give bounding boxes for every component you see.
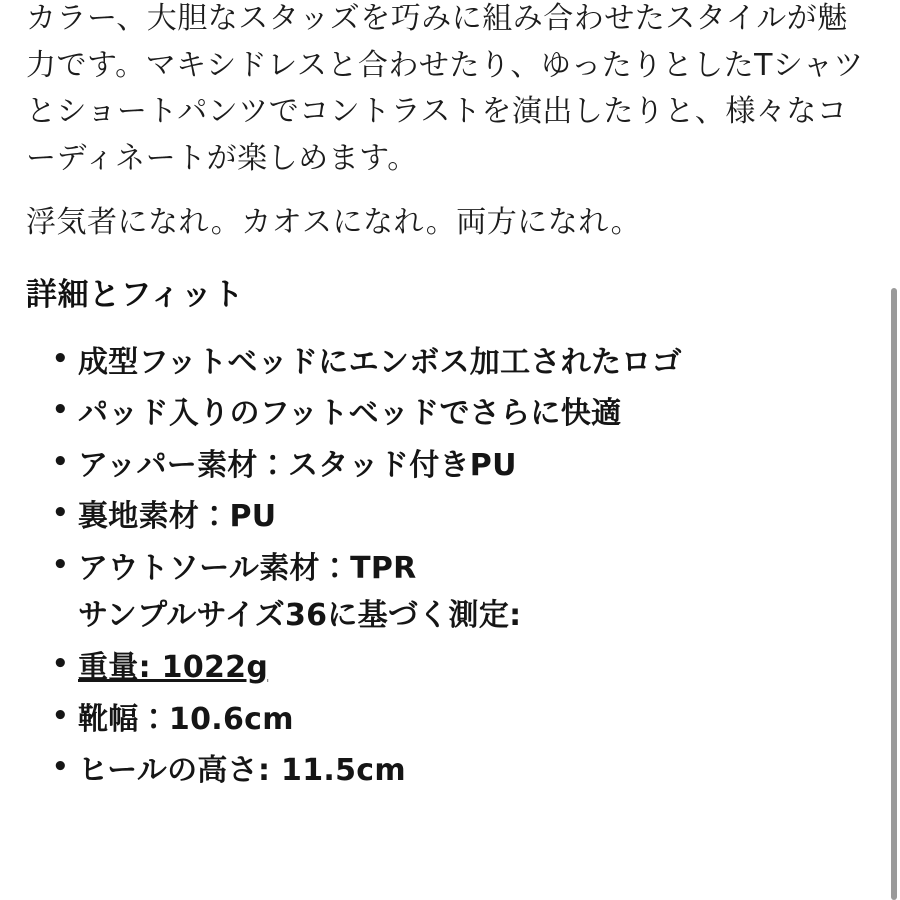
tagline-paragraph: 浮気者になれ。カオスになれ。両方になれ。: [26, 205, 642, 240]
list-item-label: 裏地素材：PU: [78, 499, 277, 535]
list-item-label: ヒールの高さ: 11.5cm: [78, 753, 406, 789]
list-item-label: 靴幅：10.6cm: [78, 701, 294, 737]
list-item: [52, 443, 874, 489]
bullet-icon: •: [52, 649, 69, 680]
list-item: [52, 340, 874, 386]
bullet-icon: •: [52, 498, 69, 529]
list-item: [52, 391, 874, 437]
list-item: [52, 645, 874, 691]
list-item: [52, 748, 874, 794]
list-item-label: アッパー素材：スタッド付きPU: [78, 447, 517, 483]
measurement-note: サンプルサイズ36に基づく測定:: [78, 598, 522, 634]
bullet-icon: •: [52, 752, 69, 783]
list-item: [52, 546, 874, 639]
spec-list: [26, 340, 874, 794]
bullet-icon: •: [52, 549, 69, 580]
section-heading-details-and-fit: 詳細とフィット: [26, 276, 245, 313]
list-item: [52, 494, 874, 540]
list-item-label: アウトソール素材：TPR: [78, 550, 417, 586]
list-item-label: 成型フットベッドにエンボス加工されたロゴ: [78, 344, 682, 380]
bullet-icon: •: [52, 395, 69, 426]
vertical-scrollbar-track[interactable]: [888, 0, 900, 900]
bullet-icon: •: [52, 343, 69, 374]
intro-paragraph: カラー、大胆なスタッズを巧みに組み合わせたスタイルが魅力です。マキシドレスと合わせたり、ゆったりとしたTシャツとショートパンツでコントラストを演出したりと、様々なコーディネートが楽しめます。: [26, 1, 864, 176]
bullet-icon: •: [52, 700, 69, 731]
list-item-label: パッド入りのフットベッドでさらに快適: [78, 396, 622, 432]
bullet-icon: •: [52, 446, 69, 477]
list-item: [52, 697, 874, 743]
vertical-scrollbar-thumb[interactable]: [891, 288, 897, 900]
list-item-label: 重量: 1022g: [78, 650, 269, 686]
